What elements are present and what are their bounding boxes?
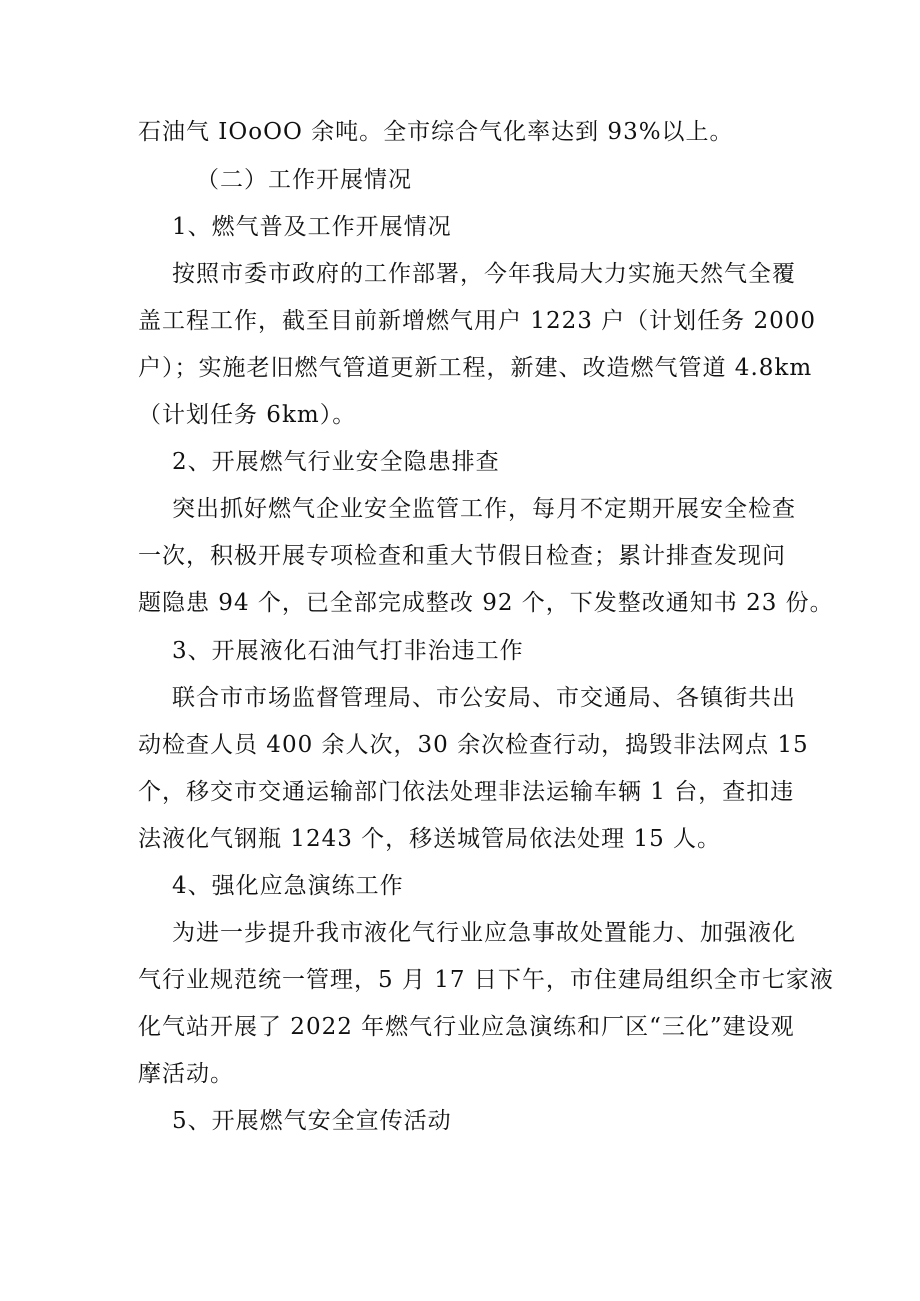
subheading-2: 2、开展燃气行业安全隐患排查 <box>172 449 500 475</box>
paragraph-1-line-1: 按照市委市政府的工作部署，今年我局大力实施天然气全覆 <box>172 261 796 287</box>
paragraph-4-line-2: 气行业规范统一管理，5 月 17 日下午，市住建局组织全市七家液 <box>138 967 834 993</box>
subheading-4: 4、强化应急演练工作 <box>172 873 404 899</box>
paragraph-3-line-4: 法液化气钢瓶 1243 个，移送城管局依法处理 15 人。 <box>138 826 722 852</box>
paragraph-4-line-4: 摩活动。 <box>138 1061 234 1087</box>
paragraph-2-line-1: 突出抓好燃气企业安全监管工作，每月不定期开展安全检查 <box>172 496 796 522</box>
subheading-3: 3、开展液化石油气打非治违工作 <box>172 638 524 664</box>
paragraph-2-line-3: 题隐患 94 个，已全部完成整改 92 个，下发整改通知书 23 份。 <box>138 590 834 616</box>
paragraph-3-line-3: 个，移交市交通运输部门依法处理非法运输车辆 1 台，查扣违 <box>138 779 795 805</box>
paragraph-2-line-2: 一次，积极开展专项检查和重大节假日检查；累计排查发现问 <box>138 543 786 569</box>
paragraph-1-line-2: 盖工程工作，截至目前新增燃气用户 1223 户（计划任务 2000 <box>138 308 816 334</box>
paragraph-4-line-3: 化气站开展了 2022 年燃气行业应急演练和厂区“三化”建设观 <box>138 1014 795 1040</box>
text-line-1: 石油气 IOoOO 余吨。全市综合气化率达到 93%以上。 <box>138 119 734 145</box>
paragraph-3-line-2: 动检查人员 400 余人次，30 余次检查行动，捣毁非法网点 15 <box>138 732 809 758</box>
subheading-5: 5、开展燃气安全宣传活动 <box>172 1108 452 1134</box>
section-heading-work-progress: （二）工作开展情况 <box>196 167 412 193</box>
paragraph-3-line-1: 联合市市场监督管理局、市公安局、市交通局、各镇街共出 <box>172 685 796 711</box>
subheading-1: 1、燃气普及工作开展情况 <box>172 214 452 240</box>
paragraph-1-line-4: （计划任务 6km）。 <box>138 402 357 428</box>
paragraph-1-line-3: 户）；实施老旧燃气管道更新工程，新建、改造燃气管道 4.8km <box>138 355 813 381</box>
paragraph-4-line-1: 为进一步提升我市液化气行业应急事故处置能力、加强液化 <box>172 920 796 946</box>
